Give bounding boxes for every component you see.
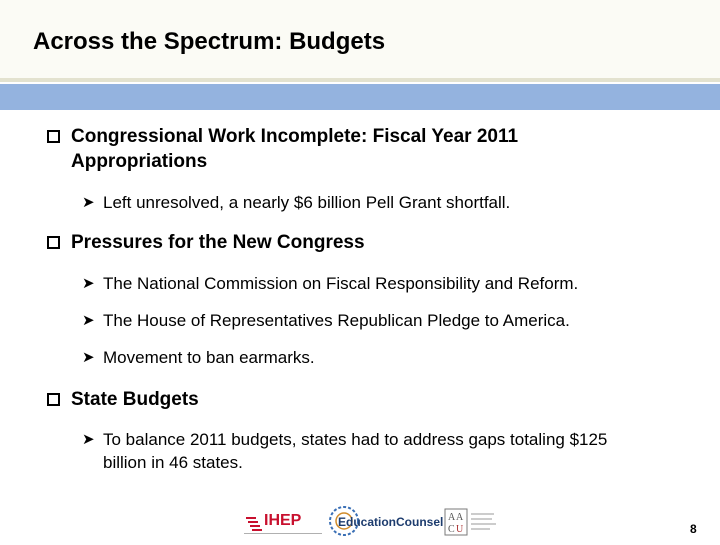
arrow-bullet-icon: ➤ [82, 312, 95, 329]
title-divider [0, 78, 720, 82]
bullet-item [47, 230, 631, 255]
bullet-text: Pressures for the New Congress [71, 232, 365, 253]
bullet-item [47, 387, 631, 412]
footer-logos [240, 500, 510, 540]
education-counsel-logo [328, 502, 444, 540]
svg-text:C: C [448, 524, 455, 535]
svg-text:A: A [448, 512, 456, 523]
page-number: 8 [690, 522, 697, 536]
title-area [0, 0, 720, 78]
arrow-bullet-icon: ➤ [82, 275, 95, 292]
arrow-bullet-icon: ➤ [82, 349, 95, 366]
checkbox-bullet-icon [47, 393, 60, 406]
arrow-bullet-icon: ➤ [82, 194, 95, 211]
sub-bullet-item [82, 191, 663, 214]
sub-bullet-item [82, 346, 663, 369]
accent-band [0, 84, 720, 110]
education-counsel-logo-text: EducationCounsel [338, 515, 444, 529]
sub-bullet-text: The House of Representatives Republican Pledge to America. [103, 311, 570, 330]
slide-title: Across the Spectrum: Budgets [33, 28, 386, 55]
aacu-logo [444, 508, 504, 538]
aacu-logo-mark-icon [444, 508, 504, 538]
sub-bullet-text: To balance 2011 budgets, states had to address gaps totaling $125 billion in 46 states. [103, 430, 608, 472]
sub-bullet-item [82, 428, 648, 474]
svg-text:A: A [456, 512, 464, 523]
checkbox-bullet-icon [47, 130, 60, 143]
sub-bullet-item [82, 309, 663, 332]
sub-bullet-text: Movement to ban earmarks. [103, 348, 315, 367]
ihep-logo [244, 514, 324, 536]
sub-bullet-text: Left unresolved, a nearly $6 billion Pell Grant shortfall. [103, 193, 511, 212]
bullet-item [47, 124, 631, 174]
sub-bullet-item [82, 272, 663, 295]
arrow-bullet-icon: ➤ [82, 431, 95, 448]
ihep-logo-text: IHEP [264, 512, 302, 529]
bullet-text: Congressional Work Incomplete: Fiscal Year 2011 Appropriations [71, 126, 519, 172]
checkbox-bullet-icon [47, 236, 60, 249]
svg-text:U: U [456, 524, 464, 535]
bullet-text: State Budgets [71, 389, 199, 410]
sub-bullet-text: The National Commission on Fiscal Responsibility and Reform. [103, 274, 579, 293]
